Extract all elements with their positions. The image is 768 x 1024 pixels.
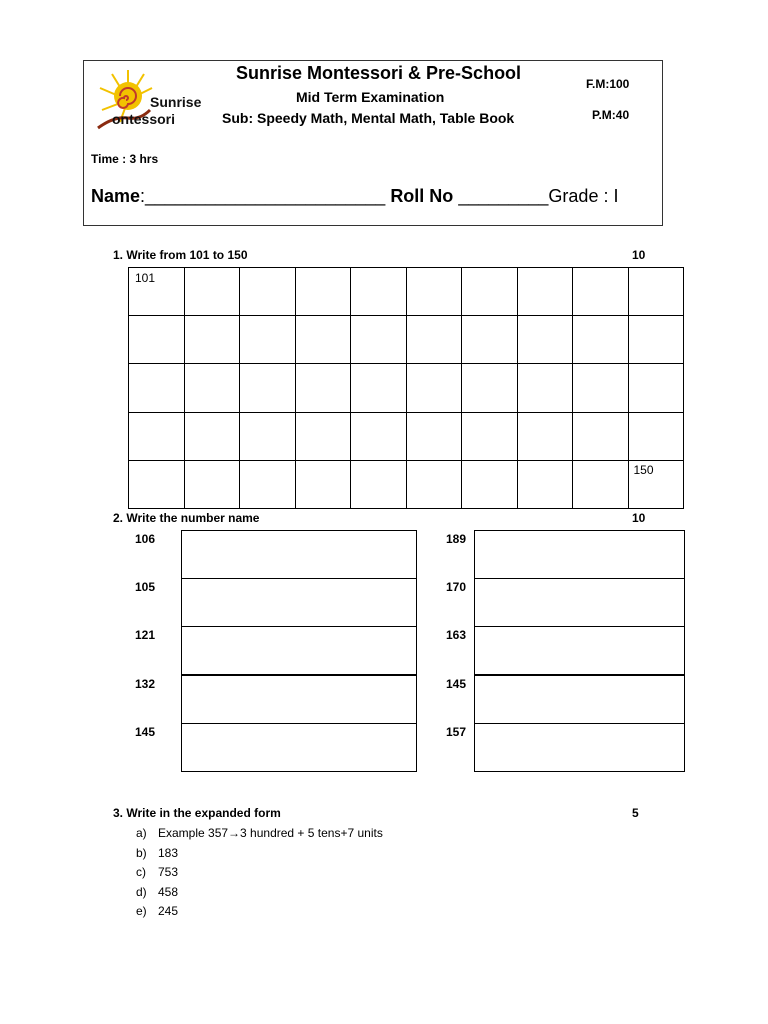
grid-cell[interactable] bbox=[351, 316, 407, 364]
number-name-box[interactable] bbox=[181, 723, 417, 772]
number-name-label: 106 bbox=[135, 532, 156, 546]
number-name-box[interactable] bbox=[181, 626, 417, 675]
subject-line: Sub: Speedy Math, Mental Math, Table Book bbox=[222, 110, 515, 126]
grid-cell[interactable] bbox=[296, 268, 352, 316]
grid-cell[interactable] bbox=[518, 364, 574, 412]
number-name-label: 170 bbox=[446, 580, 467, 594]
grid-cell[interactable] bbox=[573, 461, 629, 509]
grid-cell[interactable] bbox=[462, 364, 518, 412]
number-name-label: 105 bbox=[135, 580, 156, 594]
grid-cell[interactable] bbox=[296, 316, 352, 364]
grid-cell[interactable] bbox=[240, 461, 296, 509]
number-name-box[interactable] bbox=[474, 723, 685, 772]
grid-cell[interactable] bbox=[351, 268, 407, 316]
item-letter: b) bbox=[136, 845, 147, 860]
number-name-label: 189 bbox=[446, 532, 467, 546]
number-name-box[interactable] bbox=[474, 578, 685, 627]
expanded-form-item bbox=[136, 865, 178, 879]
grid-cell[interactable] bbox=[129, 461, 185, 509]
grid-cell[interactable] bbox=[573, 268, 629, 316]
grid-cell[interactable] bbox=[407, 316, 463, 364]
grid-cell[interactable] bbox=[185, 316, 241, 364]
grid-cell[interactable] bbox=[240, 413, 296, 461]
grid-cell[interactable] bbox=[185, 461, 241, 509]
grid-cell[interactable] bbox=[629, 364, 685, 412]
grid-cell[interactable] bbox=[240, 364, 296, 412]
grid-cell[interactable] bbox=[240, 316, 296, 364]
grid-cell[interactable] bbox=[185, 413, 241, 461]
grid-last-number: 150 bbox=[633, 462, 654, 477]
grid-cell[interactable] bbox=[518, 461, 574, 509]
grid-cell[interactable] bbox=[629, 268, 685, 316]
grid-cell[interactable] bbox=[407, 413, 463, 461]
grid-cell[interactable] bbox=[129, 268, 185, 316]
grid-cell[interactable] bbox=[240, 268, 296, 316]
item-text: 183 bbox=[158, 845, 179, 860]
grid-first-number: 101 bbox=[135, 271, 156, 285]
q2-label: 2. Write the number name bbox=[113, 511, 260, 525]
grid-cell[interactable] bbox=[296, 364, 352, 412]
grid-cell[interactable] bbox=[518, 316, 574, 364]
number-name-box[interactable] bbox=[181, 578, 417, 627]
grid-cell[interactable] bbox=[407, 461, 463, 509]
item-letter: a) bbox=[136, 826, 147, 840]
number-name-label: 132 bbox=[135, 677, 156, 691]
item-text: Example 357→3 hundred + 5 tens+7 units bbox=[158, 826, 383, 840]
roll-blank[interactable]: _________ bbox=[453, 186, 549, 206]
grid-cell[interactable] bbox=[185, 364, 241, 412]
grid-cell[interactable] bbox=[573, 413, 629, 461]
student-info-line bbox=[91, 186, 618, 207]
number-name-label: 145 bbox=[135, 725, 156, 739]
number-grid bbox=[128, 267, 684, 509]
number-name-box[interactable] bbox=[181, 530, 417, 579]
q1-label: 1. Write from 101 to 150 bbox=[113, 248, 248, 262]
expanded-form-item bbox=[136, 885, 178, 899]
grid-cell[interactable] bbox=[462, 461, 518, 509]
grid-cell[interactable] bbox=[629, 316, 685, 364]
grid-cell[interactable] bbox=[129, 413, 185, 461]
grid-cell[interactable] bbox=[296, 461, 352, 509]
grid-cell[interactable] bbox=[296, 413, 352, 461]
grid-cell[interactable] bbox=[185, 268, 241, 316]
grid-cell[interactable] bbox=[629, 413, 685, 461]
q3-label: 3. Write in the expanded form bbox=[113, 806, 281, 820]
grid-cell[interactable] bbox=[518, 413, 574, 461]
expanded-form-item bbox=[136, 826, 383, 840]
pass-marks: P.M:40 bbox=[592, 108, 630, 122]
item-text: 753 bbox=[158, 865, 179, 879]
item-letter: c) bbox=[136, 865, 146, 879]
number-name-label: 157 bbox=[446, 725, 467, 739]
item-letter: e) bbox=[136, 904, 147, 918]
grid-cell[interactable] bbox=[351, 461, 407, 509]
full-marks: F.M:100 bbox=[586, 77, 630, 91]
grid-cell[interactable] bbox=[462, 268, 518, 316]
item-letter: d) bbox=[136, 884, 147, 899]
grid-cell[interactable] bbox=[462, 316, 518, 364]
grid-cell[interactable] bbox=[129, 364, 185, 412]
item-text: 458 bbox=[158, 884, 179, 899]
grid-cell[interactable] bbox=[407, 364, 463, 412]
roll-label: Roll No bbox=[390, 186, 454, 206]
name-blank[interactable]: :________________________ bbox=[140, 186, 386, 206]
number-name-box[interactable] bbox=[474, 626, 685, 675]
q2-marks: 10 bbox=[632, 511, 646, 525]
grid-cell[interactable] bbox=[573, 316, 629, 364]
exam-time: Time : 3 hrs bbox=[91, 152, 159, 166]
logo-text-sunrise: Sunrise bbox=[150, 94, 202, 110]
grid-cell[interactable] bbox=[407, 268, 463, 316]
grid-cell[interactable] bbox=[351, 413, 407, 461]
item-text: 245 bbox=[158, 904, 179, 918]
number-name-box[interactable] bbox=[181, 675, 417, 724]
grid-cell[interactable] bbox=[573, 364, 629, 412]
grid-cell[interactable] bbox=[462, 413, 518, 461]
expanded-form-item bbox=[136, 904, 178, 918]
number-name-label: 121 bbox=[135, 628, 156, 642]
grid-cell[interactable] bbox=[129, 316, 185, 364]
logo-text-montessori: ontessori bbox=[112, 111, 176, 127]
number-name-box[interactable] bbox=[474, 675, 685, 724]
number-name-label: 163 bbox=[446, 628, 467, 642]
number-name-label: 145 bbox=[446, 677, 467, 691]
grid-cell[interactable] bbox=[629, 461, 685, 509]
school-name: Sunrise Montessori & Pre-School bbox=[236, 63, 522, 83]
expanded-form-item bbox=[136, 846, 178, 860]
grid-cell[interactable] bbox=[351, 364, 407, 412]
q3-marks: 5 bbox=[632, 806, 639, 820]
number-name-box[interactable] bbox=[474, 530, 685, 579]
exam-title: Mid Term Examination bbox=[296, 89, 445, 105]
name-label: Name bbox=[91, 186, 141, 206]
grade-label: Grade : I bbox=[548, 186, 619, 206]
grid-cell[interactable] bbox=[518, 268, 574, 316]
q1-marks: 10 bbox=[632, 248, 646, 262]
